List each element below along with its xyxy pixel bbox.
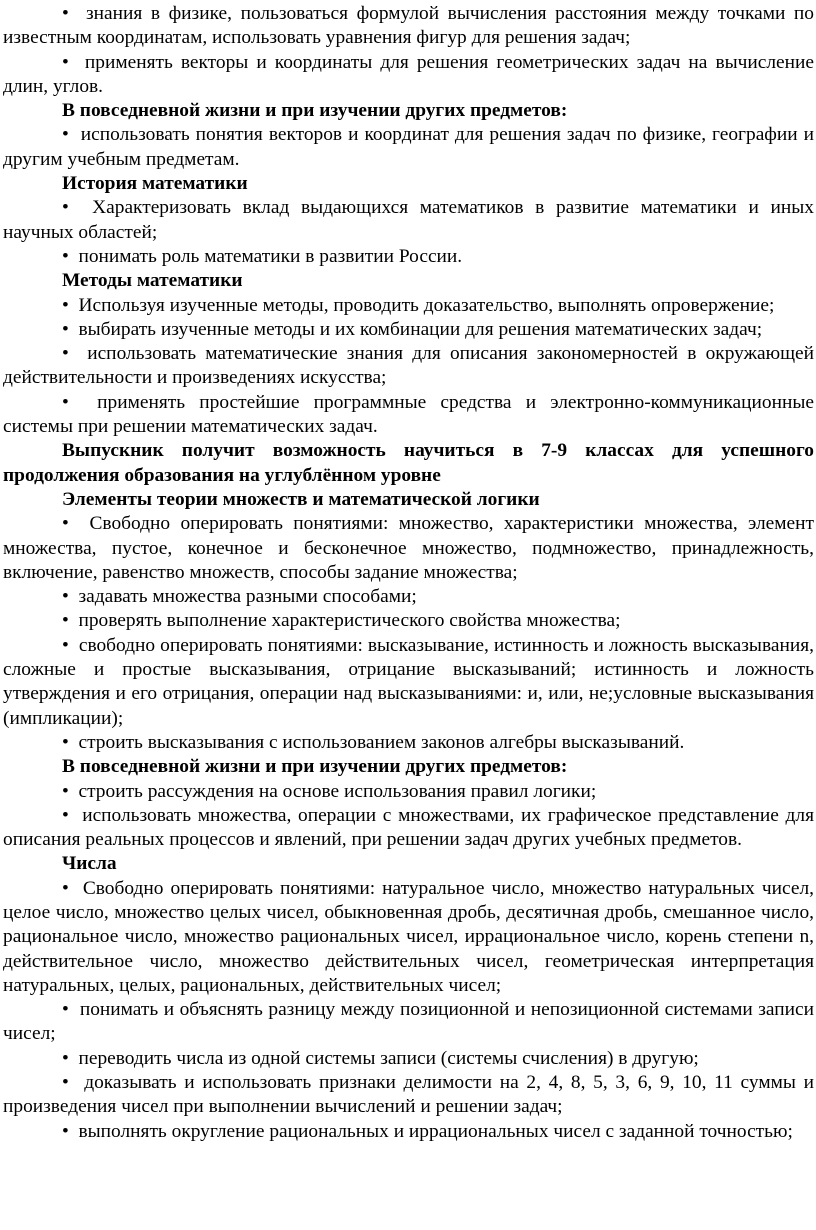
bullet-item: • Характеризовать вклад выдающихся математиков в развитие математики и иных научных областей; bbox=[3, 196, 814, 245]
section-heading: Числа bbox=[62, 853, 117, 875]
bullet-item: • Свободно оперировать понятиями: натуральное число, множество натуральных чисел, целое число, множество целых чисел, обыкновенная дробь, десятичная дробь, смешанное число, рациональное число, множество рациональных чисел, иррациональное число, корень степени n, действительное число, множество действительных чисел, геометрическая интерпретация натуральных, целых, рациональных, действительных чисел; bbox=[3, 877, 814, 998]
section-heading: Методы математики bbox=[62, 270, 243, 292]
bullet-item: • использовать множества, операции с множествами, их графическое представление для описания реальных процессов и явлений, при решении задач других учебных предметов. bbox=[3, 804, 814, 853]
bullet-item: • использовать понятия векторов и координат для решения задач по физике, географии и другим учебным предметам. bbox=[3, 123, 814, 172]
section-heading: В повседневной жизни и при изучении других предметов: bbox=[62, 756, 568, 778]
bullet-item: • применять простейшие программные средства и электронно-коммуникационные системы при решении математических задач. bbox=[3, 391, 814, 440]
bullet-item: • строить рассуждения на основе использования правил логики; bbox=[3, 780, 814, 804]
bullet-item: • проверять выполнение характеристического свойства множества; bbox=[3, 609, 814, 633]
bullet-item: • выполнять округление рациональных и иррациональных чисел с заданной точностью; bbox=[3, 1120, 814, 1144]
bullet-item: • выбирать изученные методы и их комбинации для решения математических задач; bbox=[3, 318, 814, 342]
section-heading: Выпускник получит возможность научиться в 7-9 классах для успешного продолжения образования на углублённом уровне bbox=[3, 440, 814, 486]
section-heading: История математики bbox=[62, 173, 248, 195]
bullet-item: • строить высказывания с использованием законов алгебры высказываний. bbox=[3, 731, 814, 755]
bullet-item: • использовать математические знания для описания закономерностей в окружающей действительности и произведениях искусства; bbox=[3, 342, 814, 391]
bullet-item: • применять векторы и координаты для решения геометрических задач на вычисление длин, углов. bbox=[3, 51, 814, 100]
bullet-item: • понимать и объяснять разницу между позиционной и непозиционной системами записи чисел; bbox=[3, 998, 814, 1047]
bullet-item: • Используя изученные методы, проводить доказательство, выполнять опровержение; bbox=[3, 294, 814, 318]
bullet-item: • переводить числа из одной системы записи (системы счисления) в другую; bbox=[3, 1047, 814, 1071]
bullet-item: • понимать роль математики в развитии России. bbox=[3, 245, 814, 269]
bullet-item: • свободно оперировать понятиями: высказывание, истинность и ложность высказывания, сложные и простые высказывания, отрицание высказываний; истинность и ложность утверждения и его отрицания, операции над высказываниями: и, или, не;условные высказывания (импликации); bbox=[3, 634, 814, 731]
bullet-item: • доказывать и использовать признаки делимости на 2, 4, 8, 5, 3, 6, 9, 10, 11 суммы и произведения чисел при выполнении вычислений и решении задач; bbox=[3, 1071, 814, 1120]
section-heading: В повседневной жизни и при изучении других предметов: bbox=[62, 100, 568, 122]
bullet-item: • Свободно оперировать понятиями: множество, характеристики множества, элемент множества, пустое, конечное и бесконечное множество, подмножество, принадлежность, включение, равенство множеств, способы задание множества; bbox=[3, 512, 814, 585]
section-heading: Элементы теории множеств и математической логики bbox=[62, 488, 540, 510]
bullet-item: • задавать множества разными способами; bbox=[3, 585, 814, 609]
bullet-item: • знания в физике, пользоваться формулой вычисления расстояния между точками по известным координатам, использовать уравнения фигур для решения задач; bbox=[3, 2, 814, 51]
